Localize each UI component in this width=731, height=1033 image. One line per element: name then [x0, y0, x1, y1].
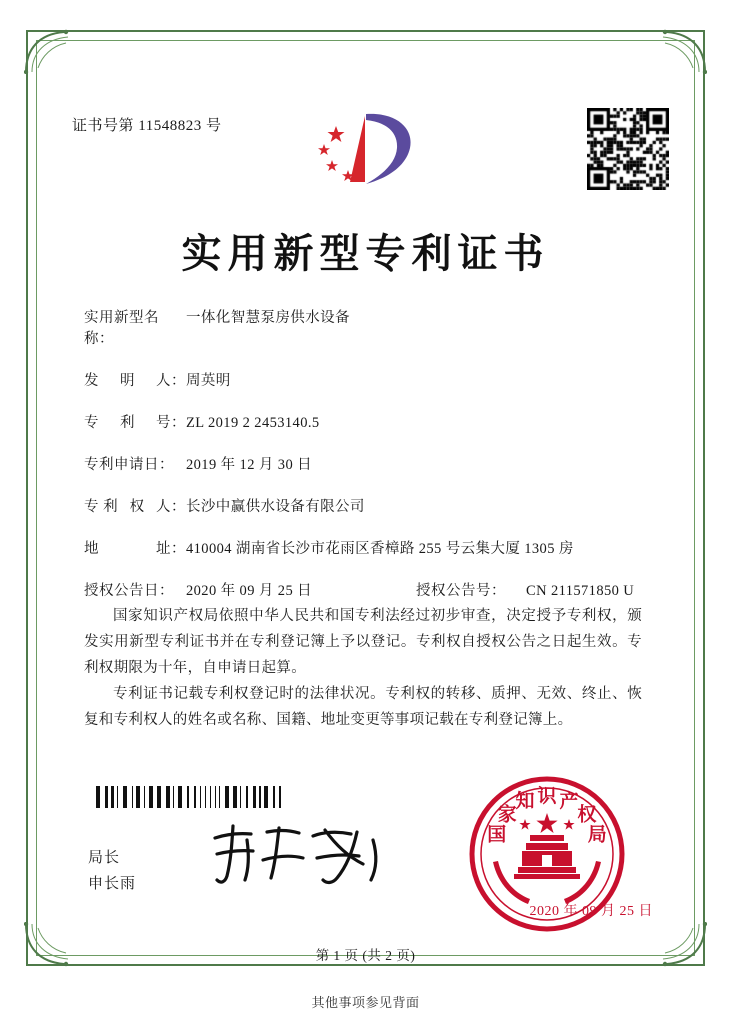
- body-paragraph: 专利证书记载专利权登记时的法律状况。专利权的转移、质押、无效、终止、恢复和专利权人的姓名或名称、国籍、地址变更等事项记载在专利登记簿上。: [84, 686, 642, 728]
- field-row-address: [84, 537, 644, 558]
- field-label-part: 人：: [156, 499, 186, 515]
- field-label: [84, 369, 186, 390]
- field-value: 2019 年 12 月 30 日: [186, 457, 313, 473]
- field-row-patent-number: [84, 411, 644, 432]
- handwritten-signature-icon: [205, 820, 390, 890]
- patent-office-logo-icon: [306, 104, 426, 196]
- field-value: ZL 2019 2 2453140.5: [186, 415, 320, 431]
- svg-text:权: 权: [577, 803, 597, 826]
- svg-text:家: 家: [497, 803, 517, 826]
- seal-date: 2020 年 09 月 25 日: [529, 904, 653, 919]
- field-label: [84, 411, 186, 432]
- corner-ornament-icon: [651, 28, 707, 74]
- field-label: 专利申请日：: [84, 457, 174, 473]
- svg-text:国: 国: [487, 823, 507, 846]
- field-value: 周英明: [186, 373, 231, 389]
- field-row-utility-model-name: [84, 306, 644, 348]
- signature-block: [88, 845, 136, 897]
- body-paragraph: 国家知识产权局依照中华人民共和国专利法经过初步审查，决定授予专利权，颁发实用新型专利证书并在专利登记簿上予以登记。专利权自授权公告之日起生效。专利权期限为十年，自申请日起算。: [84, 608, 642, 676]
- field-value: 一体化智慧泵房供水设备: [186, 310, 350, 326]
- field-label-part: 专 利: [84, 499, 119, 515]
- field-label-part: 地: [84, 541, 99, 557]
- field-value: 410004 湖南省长沙市花雨区香樟路 255 号云集大厦 1305 房: [186, 541, 574, 557]
- field-label-part: 明: [120, 373, 135, 389]
- certificate-fields: [84, 306, 644, 621]
- field-label-part: 人：: [156, 373, 186, 389]
- field-label-grant-number: 授权公告号：: [416, 583, 506, 599]
- svg-text:局: 局: [587, 823, 607, 846]
- field-row-patentee: [84, 495, 644, 516]
- barcode: [96, 786, 282, 808]
- field-label-part: 利: [120, 415, 135, 431]
- field-label-part: 权: [129, 499, 145, 515]
- page-title: 实用新型专利证书: [181, 230, 550, 277]
- svg-text:识: 识: [537, 785, 557, 807]
- director-name-label: 申长雨: [88, 876, 137, 892]
- field-label-part: 址：: [156, 541, 186, 557]
- page-number: 第 1 页 (共 2 页): [315, 948, 416, 963]
- field-label-grant-date: 授权公告日：: [84, 583, 174, 599]
- footer-note: 其他事项参见背面: [311, 995, 420, 1010]
- certificate-number: 证书号第 11548823 号: [72, 118, 222, 134]
- field-row-grant-announcement: [84, 579, 644, 600]
- certificate-body-text: [84, 603, 642, 733]
- corner-ornament-icon: [24, 28, 80, 74]
- field-value-grant-number: CN 211571850 U: [526, 583, 635, 599]
- field-row-inventor: [84, 369, 644, 390]
- field-value: 长沙中赢供水设备有限公司: [186, 499, 365, 515]
- field-label: [84, 495, 186, 516]
- qr-code-icon: [587, 108, 669, 190]
- field-label-part: 专: [84, 415, 99, 431]
- field-label-part: 号：: [156, 415, 186, 431]
- svg-text:产: 产: [559, 789, 579, 812]
- field-value-grant-date: 2020 年 09 月 25 日: [186, 583, 313, 599]
- field-label-part: 发: [84, 373, 99, 389]
- svg-text:知: 知: [515, 789, 535, 812]
- field-label: 实用新型名称：: [84, 310, 159, 347]
- director-title-label: 局长: [88, 850, 121, 866]
- field-label: [84, 537, 186, 558]
- field-row-application-date: [84, 453, 644, 474]
